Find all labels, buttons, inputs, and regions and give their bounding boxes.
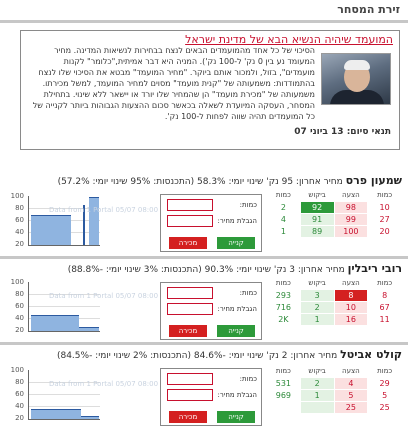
- limit-input[interactable]: [167, 215, 213, 227]
- limit-label: הגבלת מחיר:: [217, 305, 257, 313]
- trade-panel: [160, 194, 262, 252]
- end-condition: תנאי סיום: 13 ביוני 07: [294, 127, 391, 137]
- intro-title[interactable]: המועמד שיהיה הנשיא הבא של מדינת ישראל: [185, 33, 393, 46]
- candidate-header: [4, 174, 402, 190]
- candidate-header: [4, 262, 402, 278]
- header-bid: ביקוש: [308, 367, 326, 376]
- order-book: [266, 366, 402, 414]
- limit-label: הגבלת מחיר:: [217, 217, 257, 225]
- quantity-label: כמות:: [239, 201, 257, 209]
- limit-label: הגבלת מחיר:: [217, 391, 257, 399]
- header-qty-bid: כמות: [275, 279, 291, 288]
- table-row[interactable]: 2K 1 16 11: [267, 313, 402, 325]
- header-qty-ask: כמות: [377, 191, 393, 200]
- candidate-name[interactable]: שמעון פרס: [345, 174, 402, 187]
- trade-panel: [160, 282, 262, 340]
- section-divider: [0, 256, 408, 259]
- quantity-label: כמות:: [239, 375, 257, 383]
- table-row[interactable]: 716 2 10 67: [267, 301, 402, 313]
- chart-watermark: Data from 1 Portal 05/07 08:00: [49, 206, 159, 214]
- sell-button[interactable]: מכירה: [169, 411, 207, 423]
- table-row[interactable]: 293 3 8 8: [267, 289, 402, 301]
- quantity-input[interactable]: [167, 373, 213, 385]
- order-book: [266, 190, 402, 238]
- table-row[interactable]: 531 2 4 29: [267, 377, 402, 389]
- candidate-stats: מחיר אחרון: 2 נק' שינוי יומי: -84.6% (התכנסות: 2% שינוי יומי: -84.5%): [56, 351, 338, 361]
- buy-button[interactable]: קנייה: [217, 325, 255, 337]
- chart-watermark: Data from 1 Portal 05/07 08:00: [49, 380, 159, 388]
- header-ask: הצעה: [342, 191, 360, 200]
- trade-panel: [160, 368, 262, 426]
- header-qty-ask: כמות: [377, 367, 393, 376]
- buy-button[interactable]: קנייה: [217, 237, 255, 249]
- price-chart: 100 80 60 40 20 Data from 1 Portal 05/07 08:00: [10, 278, 159, 334]
- table-row[interactable]: 969 1 5 5: [267, 389, 402, 401]
- price-chart: 100 80 60 40 20 Data from 1 Portal 05/07 08:00: [10, 192, 159, 248]
- table-row[interactable]: 4 91 99 27: [267, 213, 402, 225]
- limit-input[interactable]: [167, 389, 213, 401]
- limit-input[interactable]: [167, 303, 213, 315]
- intro-text: הסיכוי של כל אחד מהמועמדים הבאים לנצח בבחירות לנשיאות המדינה. מחיר המעומד נע בין 0 נק' ל-100 נק'). המניה היא דבר אמיתית,"כלומר" לקנות מועמדים", בזול, ולמכור אותם ביוקר. "מחיר המועמד" מבטא את הסיכוי שלו לנצח בהתמודדות: משמעותה של "קנית מועמד" מסוים למחיר המועמד, למשל מכירתו. משמעותה של "מכירת מועמד" הן שהמחיר שלו יורד או יישאר ללא שינוי. בתחילת המסחר, העסקה המיועדת לשאלה בכאשר סכום ההצעות הגבוהות ביותר לקנייה של כל המועמדים תהיה שווה לפחות ל-100 נק'.: [32, 46, 315, 121]
- sell-button[interactable]: מכירה: [169, 325, 207, 337]
- quantity-label: כמות:: [239, 289, 257, 297]
- table-row[interactable]: 25 25: [267, 401, 402, 413]
- header-bid: ביקוש: [308, 191, 326, 200]
- sell-button[interactable]: מכירה: [169, 237, 207, 249]
- section-divider: [0, 342, 408, 345]
- header-ask: הצעה: [342, 367, 360, 376]
- intro-box: [20, 30, 400, 150]
- candidate-stats: מחיר אחרון: 95 נק' שינוי יומי: 58.3% (התכנסות: 95% שינוי יומי: 57.2%): [57, 177, 343, 187]
- candidate-photo: [321, 53, 391, 105]
- table-row[interactable]: 1 89 100 20: [267, 225, 402, 237]
- header-qty-bid: כמות: [275, 367, 291, 376]
- table-row[interactable]: 2 92 98 10: [267, 201, 402, 213]
- quantity-input[interactable]: [167, 199, 213, 211]
- candidate-stats: מחיר אחרון: 3 נק' שינוי יומי: 90.3% (התכנסות: 3% שינוי יומי: -88.8%): [67, 265, 345, 275]
- buy-button[interactable]: קנייה: [217, 411, 255, 423]
- price-chart: 100 80 60 40 20 Data from 1 Portal 05/07 08:00: [10, 366, 159, 422]
- page-title: זירת המסחר: [337, 3, 400, 16]
- candidate-name[interactable]: רובי ריבלין: [347, 262, 402, 275]
- header-bid: ביקוש: [308, 279, 326, 288]
- candidate-name[interactable]: קולט אביטל: [340, 348, 402, 361]
- header-ask: הצעה: [342, 279, 360, 288]
- header-bar: [0, 20, 408, 23]
- candidate-header: [4, 348, 402, 364]
- header-qty-ask: כמות: [377, 279, 393, 288]
- order-book: [266, 278, 402, 326]
- quantity-input[interactable]: [167, 287, 213, 299]
- header-qty-bid: כמות: [275, 191, 291, 200]
- chart-watermark: Data from 1 Portal 05/07 08:00: [49, 292, 159, 300]
